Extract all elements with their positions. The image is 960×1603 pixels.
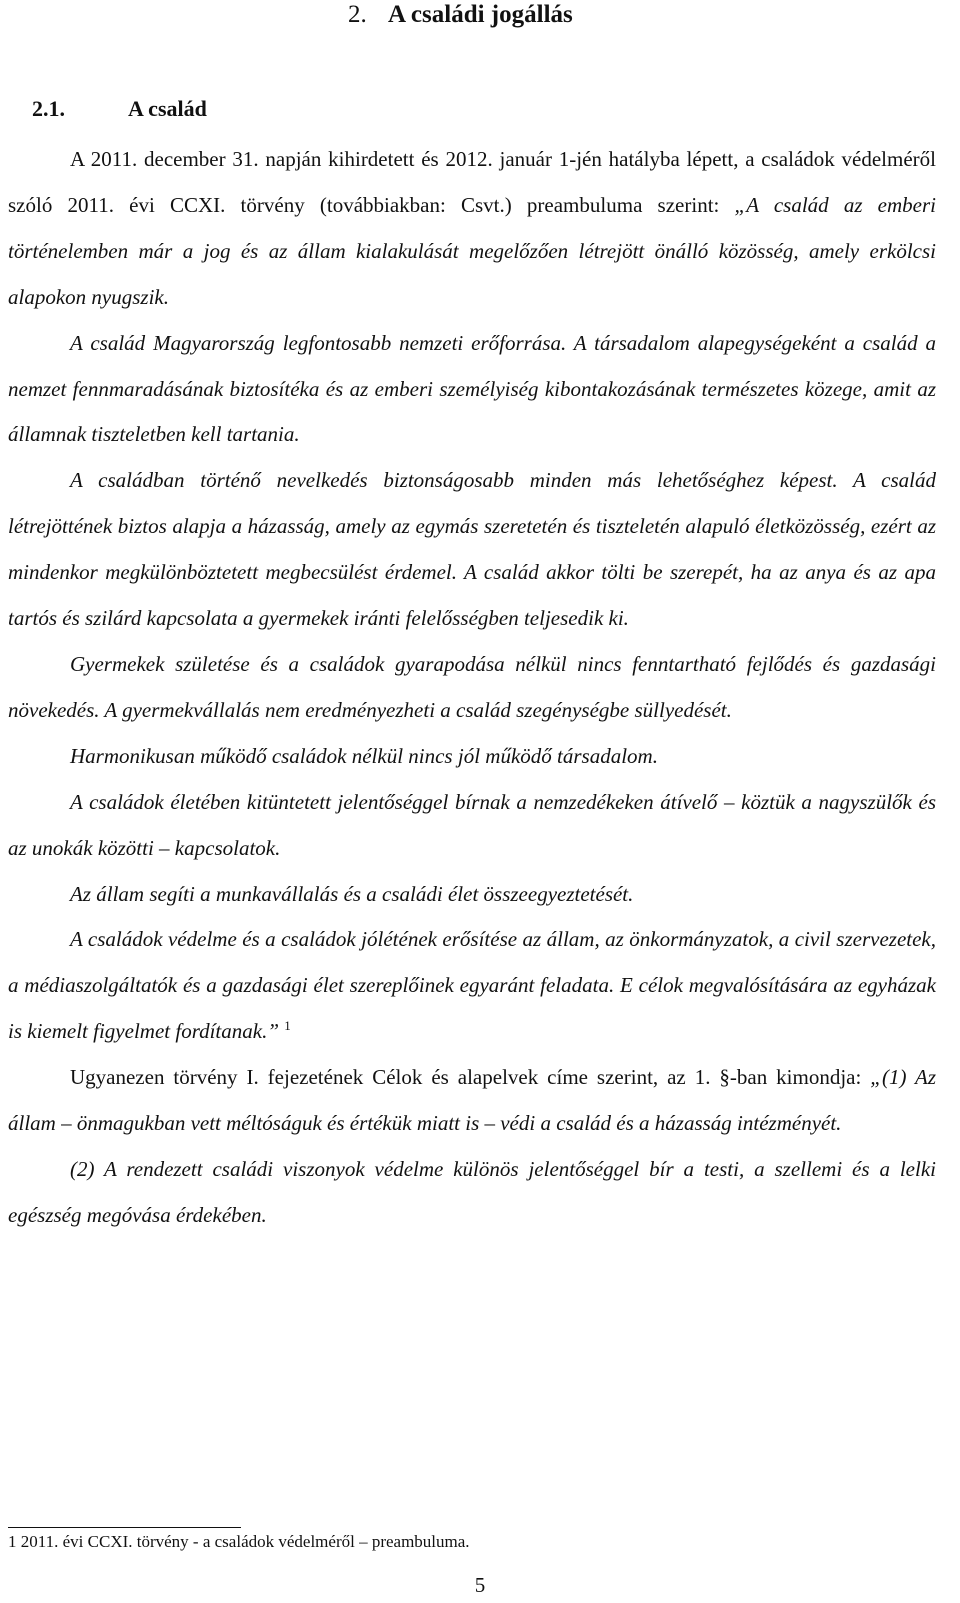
- paragraph-article-1-text: Ugyanezen törvény I. fejezetének Célok és alapelvek címe szerint, az 1. §-ban kimondja:: [70, 1065, 871, 1090]
- paragraph-quote-8: [8, 917, 936, 1055]
- section-number: 2.1.: [32, 96, 65, 121]
- paragraph-intro: [8, 137, 936, 321]
- paragraph-quote-2: A család Magyarország legfontosabb nemzeti erőforrása. A társadalom alapegységeként a család a nemzet fennmaradásának biztosítéka és az emberi személyiség kibontakozásának természetes közege, amit az államnak tiszteletben kell tartania.: [8, 330, 936, 447]
- paragraph-intro-quote: „A család az emberi történelemben már a jog és az állam kialakulását megelőzően létrejött önálló közösség, amely erkölcsi alapokon nyugszik.: [8, 192, 936, 309]
- chapter-title: A családi jogállás: [388, 1, 573, 28]
- paragraph-article-1: [8, 1055, 936, 1147]
- section-title: A család: [128, 96, 207, 121]
- paragraph-quote-4: Gyermekek születése és a családok gyarapodása nélkül nincs fenntartható fejlődés és gazdasági növekedés. A gyermekvállalás nem eredményezheti a család szegénységbe süllyedését.: [8, 651, 936, 722]
- paragraph-quote-7: Az állam segíti a munkavállalás és a családi élet összeegyeztetését.: [70, 881, 634, 906]
- footnote-divider: [8, 1527, 241, 1528]
- paragraph-article-2: (2) A rendezett családi viszonyok védelme különös jelentőséggel bír a testi, a szellemi és a lelki egészség megóvása érdekében.: [8, 1156, 936, 1227]
- paragraph-article-1-quote: „(1) Az állam – önmagukban vett méltóságuk és értékük miatt is – védi a család és a házasság intézményét.: [8, 1065, 936, 1136]
- paragraph-quote-8-text: A családok védelme és a családok jólétének erősítése az állam, az önkormányzatok, a civil szervezetek, a médiaszolgáltatók és a gazdasági élet szereplőinek egyaránt feladata. E célok megvalósítására az egyházak is kiemelt figyelmet fordítanak.”: [8, 927, 936, 1044]
- paragraph-quote-6: A családok életében kitüntetett jelentőséggel bírnak a nemzedékeken átívelő – köztük a nagyszülők és az unokák közötti – kapcsolatok.: [8, 789, 936, 860]
- footnote-reference[interactable]: 1: [284, 1018, 291, 1034]
- chapter-number: 2.: [348, 1, 367, 28]
- footnote: 1 2011. évi CCXI. törvény - a családok védelméről – preambuluma.: [8, 1532, 470, 1551]
- paragraph-quote-3: A családban történő nevelkedés biztonságosabb minden más lehetőséghez képest. A család létrejöttének biztos alapja a házasság, amely az egymás szeretetén és tiszteletén alapuló életközösség, ezért az mindenkor megkülönböztetett megbecsülést érdemel. A család akkor tölti be szerepét, ha az anya és az apa tartós és szilárd kapcsolata a gyermekek iránti felelősségben teljesedik ki.: [8, 468, 936, 631]
- paragraph-quote-5: Harmonikusan működő családok nélkül nincs jól működő társadalom.: [70, 743, 658, 768]
- body-text: [8, 137, 936, 1239]
- page-number: 5: [474, 1573, 486, 1597]
- paragraph-intro-text: A 2011. december 31. napján kihirdetett és 2012. január 1-jén hatályba lépett, a családok védelméről szóló 2011. évi CCXI. törvény (továbbiakban: Csvt.) preambuluma szerint:: [8, 147, 936, 217]
- chapter-heading: [348, 0, 573, 30]
- section-heading: [32, 94, 207, 124]
